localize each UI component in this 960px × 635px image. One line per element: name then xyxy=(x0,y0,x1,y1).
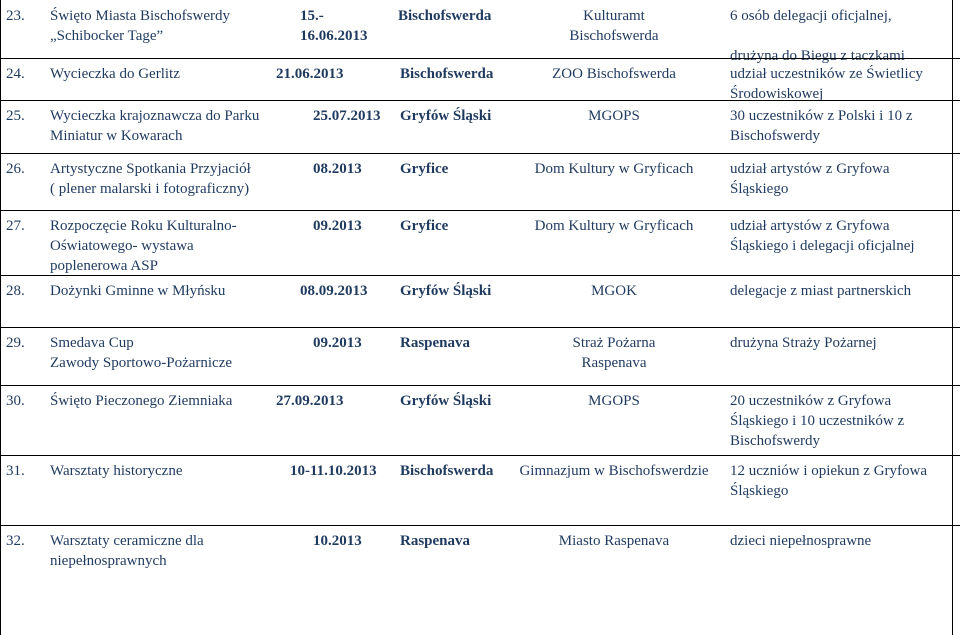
event-name-line: Wycieczka krajoznawcza do Parku xyxy=(50,108,260,124)
event-date-line: 08.2013 xyxy=(313,161,362,177)
event-name-line: Warsztaty ceramiczne dla xyxy=(50,533,204,549)
event-place: Bischofswerda xyxy=(400,66,494,82)
event-organizer-line: MGOK xyxy=(591,283,637,299)
row-divider xyxy=(0,100,960,101)
row-number: 24. xyxy=(6,66,25,82)
event-name-line: niepełnosprawnych xyxy=(50,553,167,569)
event-date xyxy=(313,106,381,126)
event-name-line: Artystyczne Spotkania Przyjaciół xyxy=(50,161,251,177)
event-date-line: 09.2013 xyxy=(313,335,362,351)
event-name xyxy=(50,64,180,84)
row-number: 28. xyxy=(6,283,25,299)
event-organizer xyxy=(508,281,720,301)
event-participants-line: drużyna do Biegu z taczkami xyxy=(730,48,905,64)
event-organizer xyxy=(508,106,720,126)
event-participants-line: Bischofswerdy xyxy=(730,433,820,449)
event-organizer xyxy=(508,531,720,551)
row-divider xyxy=(0,275,960,276)
event-place: Bischofswerda xyxy=(398,8,492,24)
row-divider xyxy=(0,327,960,328)
event-participants xyxy=(730,6,905,66)
event-organizer-line: MGOPS xyxy=(588,108,640,124)
event-date xyxy=(276,391,344,411)
event-organizer-line: Bischofswerda xyxy=(569,28,659,44)
event-name xyxy=(50,106,259,146)
event-participants xyxy=(730,64,923,104)
row-number: 26. xyxy=(6,161,25,177)
event-organizer xyxy=(508,6,720,46)
row-divider xyxy=(0,385,960,386)
event-place: Gryfice xyxy=(400,218,449,234)
event-date xyxy=(313,333,362,353)
event-organizer-line: MGOPS xyxy=(588,393,640,409)
event-participants-line: 20 uczestników z Gryfowa xyxy=(730,393,892,409)
event-participants-line: drużyna Straży Pożarnej xyxy=(730,335,877,351)
event-date xyxy=(313,159,362,179)
row-number: 27. xyxy=(6,218,25,234)
event-participants-line xyxy=(730,26,905,46)
event-organizer xyxy=(508,333,720,373)
row-number: 23. xyxy=(6,8,25,24)
row-divider xyxy=(0,153,960,154)
event-date xyxy=(313,216,362,236)
event-name-line: Zawody Sportowo-Pożarnicze xyxy=(50,355,233,371)
event-name-line: Święto Miasta Bischofswerdy xyxy=(50,8,230,24)
row-number: 31. xyxy=(6,463,25,479)
event-name-line: Wycieczka do Gerlitz xyxy=(50,66,180,82)
event-organizer-line: Kulturamt xyxy=(583,8,645,24)
event-participants-line: Środowiskowej xyxy=(730,86,824,102)
event-name xyxy=(50,333,232,373)
event-date-line: 25.07.2013 xyxy=(313,108,381,124)
row-number: 32. xyxy=(6,533,25,549)
event-organizer xyxy=(508,159,720,179)
row-number: 30. xyxy=(6,393,25,409)
event-participants xyxy=(730,531,871,551)
event-date-line: 09.2013 xyxy=(313,218,362,234)
event-participants-line: 6 osób delegacji oficjalnej, xyxy=(730,8,892,24)
event-date-line: 16.06.2013 xyxy=(300,28,368,44)
row-divider xyxy=(0,210,960,211)
event-name xyxy=(50,391,232,411)
event-name-line: Miniatur w Kowarach xyxy=(50,128,183,144)
event-name-line: Święto Pieczonego Ziemniaka xyxy=(50,393,233,409)
event-name-line: Dożynki Gminne w Młyńsku xyxy=(50,283,226,299)
event-place: Raspenava xyxy=(400,335,471,351)
event-organizer-line: Gimnazjum w Bischofswerdzie xyxy=(519,463,709,479)
event-place: Gryfów Śląski xyxy=(400,393,492,409)
event-participants xyxy=(730,281,911,301)
event-name xyxy=(50,159,251,199)
event-participants-line: delegacje z miast partnerskich xyxy=(730,283,912,299)
event-date xyxy=(290,461,377,481)
event-organizer-line: Dom Kultury w Gryficach xyxy=(534,218,694,234)
event-participants-line: dzieci niepełnosprawne xyxy=(730,533,872,549)
event-organizer-line: Straż Pożarna xyxy=(572,335,656,351)
event-participants-line: Śląskiego xyxy=(730,483,789,499)
event-organizer-line: Miasto Raspenava xyxy=(558,533,670,549)
row-number: 25. xyxy=(6,108,25,124)
event-place: Bischofswerda xyxy=(400,463,494,479)
event-participants xyxy=(730,159,890,199)
event-organizer xyxy=(508,391,720,411)
table-border xyxy=(0,0,1,635)
row-divider xyxy=(0,58,960,59)
event-name-line: Rozpoczęcie Roku Kulturalno- xyxy=(50,218,237,234)
event-date xyxy=(313,531,362,551)
event-place: Gryfice xyxy=(400,161,449,177)
event-participants-line: 30 uczestników z Polski i 10 z xyxy=(730,108,913,124)
event-name xyxy=(50,216,237,276)
event-organizer xyxy=(508,461,720,481)
event-name-line: poplenerowa ASP xyxy=(50,258,158,274)
event-date-line: 15.- xyxy=(300,8,324,24)
event-organizer-line: Raspenava xyxy=(581,355,647,371)
event-participants xyxy=(730,106,912,146)
event-name xyxy=(50,461,183,481)
table-border xyxy=(952,0,953,635)
event-participants xyxy=(730,461,927,501)
event-organizer xyxy=(508,216,720,236)
event-organizer-line: Dom Kultury w Gryficach xyxy=(534,161,694,177)
row-number: 29. xyxy=(6,335,25,351)
event-name xyxy=(50,281,225,301)
event-participants-line: 12 uczniów i opiekun z Gryfowa xyxy=(730,463,928,479)
event-organizer xyxy=(508,64,720,84)
event-date-line: 10.2013 xyxy=(313,533,362,549)
event-participants xyxy=(730,333,877,353)
event-name-line: Oświatowego- wystawa xyxy=(50,238,194,254)
event-participants-line: Bischofswerdy xyxy=(730,128,820,144)
event-name xyxy=(50,6,230,46)
event-participants xyxy=(730,216,915,256)
event-participants-line: Śląskiego i 10 uczestników z xyxy=(730,413,905,429)
event-name-line: Smedava Cup xyxy=(50,335,134,351)
event-date-line: 27.09.2013 xyxy=(276,393,344,409)
event-date-line: 21.06.2013 xyxy=(276,66,344,82)
event-participants-line: udział uczestników ze Świetlicy xyxy=(730,66,923,82)
event-name xyxy=(50,531,204,571)
event-date-line: 10-11.10.2013 xyxy=(290,463,377,479)
event-place: Raspenava xyxy=(400,533,471,549)
event-name-line: „Schibocker Tage” xyxy=(50,28,164,44)
event-participants-line: udział artystów z Gryfowa xyxy=(730,161,890,177)
event-participants xyxy=(730,391,904,451)
row-divider xyxy=(0,455,960,456)
event-date xyxy=(300,281,368,301)
event-organizer-line: ZOO Bischofswerda xyxy=(552,66,676,82)
event-place: Gryfów Śląski xyxy=(400,283,492,299)
event-name-line: Warsztaty historyczne xyxy=(50,463,183,479)
event-date-line: 08.09.2013 xyxy=(300,283,368,299)
event-participants-line: Śląskiego xyxy=(730,181,789,197)
event-name-line: ( plener malarski i fotograficzny) xyxy=(50,181,250,197)
event-date xyxy=(276,64,344,84)
row-divider xyxy=(0,525,960,526)
event-place: Gryfów Śląski xyxy=(400,108,492,124)
event-date xyxy=(300,6,368,46)
event-participants-line: udział artystów z Gryfowa xyxy=(730,218,890,234)
event-participants-line: Śląskiego i delegacji oficjalnej xyxy=(730,238,915,254)
